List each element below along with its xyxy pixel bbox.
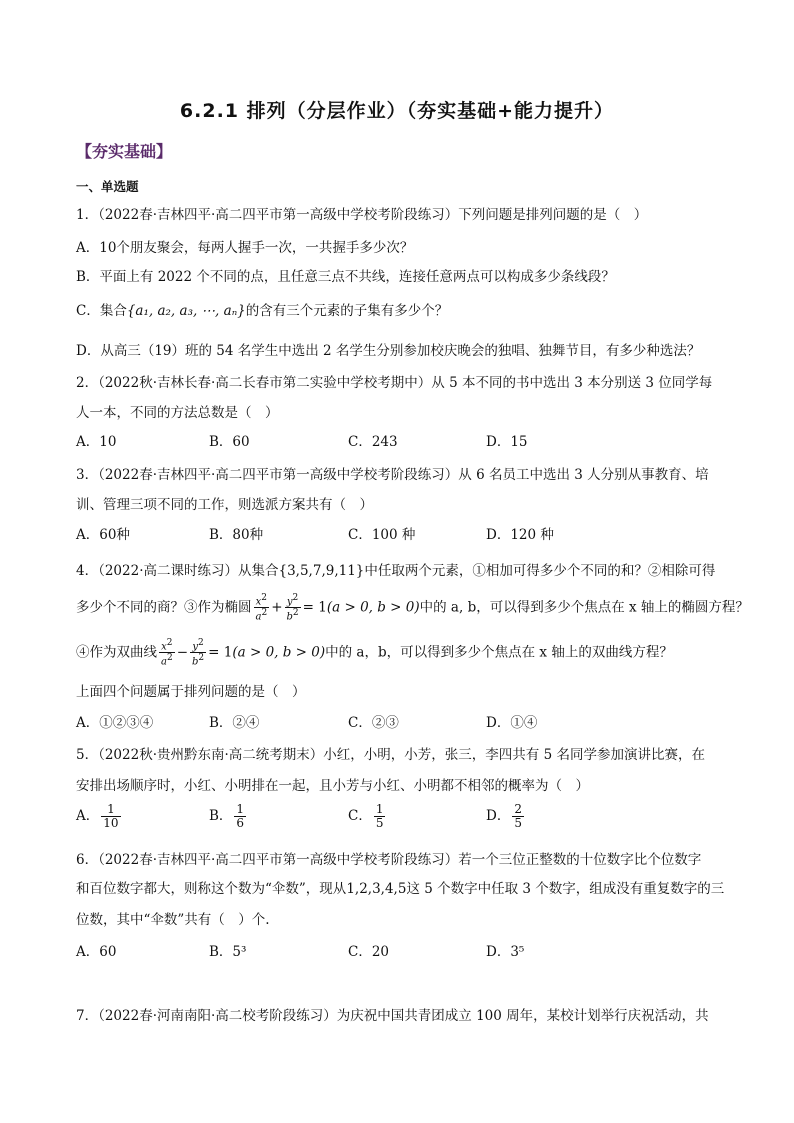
q2-option-b: B．60: [209, 434, 250, 450]
q6-stem-line2: [76, 877, 724, 897]
q5-c-label: C．: [348, 808, 372, 824]
q5-option-c: [348, 803, 387, 830]
section-heading: 一、单选题: [76, 179, 139, 194]
q5-c-fraction: $\frac{1}{5}$: [375, 802, 384, 830]
q5-option-d: [486, 803, 526, 830]
q2-stem-line2: 人一本，不同的方法总数是（ ）: [76, 405, 279, 421]
q2-option-c: C．243: [348, 434, 398, 450]
q5-stem-line1: 5．（2022秋·贵州黔东南·高二统考期末）小红，小明，小芳，张三，李四共有 5 名同学参加演讲比赛，在: [76, 747, 705, 763]
q5-b-fraction: $\frac{1}{6}$: [236, 802, 245, 830]
q4-option-a: A．①②③④: [76, 715, 154, 731]
hyperbola-condition: (a > 0, b > 0): [232, 644, 326, 661]
q5-option-b: [209, 803, 248, 830]
q6-line2-suffix: 这 5 个数字中任取 3 个数字，组成没有重复数字的三: [406, 881, 725, 897]
q3-stem-line2: 训、管理三项不同的工作，则选派方案共有（ ）: [76, 497, 373, 513]
q2-option-d: D．15: [486, 434, 528, 450]
q5-d-fraction: $\frac{2}{5}$: [514, 802, 522, 830]
q3-option-c: C．100 种: [348, 527, 416, 543]
q6-option-d: D．3⁵: [486, 944, 525, 960]
q1-c-suffix: 的含有三个元素的子集有多少个？: [245, 303, 449, 319]
q7-stem-line1: 7．（2022春·河南南阳·高二校考阶段练习）为庆祝中国共青团成立 100 周年，某校计划举行庆祝活动，共: [76, 1008, 709, 1024]
q1-option-a: A．10个朋友聚会，每两人握手一次，一共握手多少次？: [76, 240, 414, 256]
q4-line3-prefix: ④作为双曲线: [76, 644, 157, 661]
q4-option-d: D．①④: [486, 715, 538, 731]
q3-option-d: D．120 种: [486, 527, 554, 543]
q6-option-b: B．5³: [209, 944, 247, 960]
hyperbola-term-y: $\frac{y2}{b2}$: [192, 638, 205, 668]
ellipse-condition: (a > 0, b > 0): [326, 599, 420, 616]
q4-line3-suffix: 中的 a，b，可以得到多少个焦点在 x 轴上的双曲线方程？: [325, 644, 673, 661]
q4-line3: ④作为双曲线 $\frac{x2}{a2}$ − $\frac{y2}{b2}$ = 1(a > 0, b > 0)中的 a，b，可以得到多少个焦点在 x 轴上的双曲线方程？: [76, 638, 673, 668]
q4-line2-prefix: 多少个不同的商？③作为椭圆: [76, 599, 252, 616]
ellipse-term-x: $\frac{x2}{a2}$: [255, 593, 268, 623]
q4-option-c: C．②③: [348, 715, 399, 731]
q4-set: {3,5,7,9,11}: [278, 563, 365, 579]
q4-line1-prefix: 4．（2022·高二课时练习）从集合: [76, 563, 279, 579]
q6-stem-line3: 位数，其中“伞数”共有（ ）个.: [76, 912, 270, 928]
q4-option-b: B．②④: [209, 715, 260, 731]
q1-option-b: B．平面上有 2022 个不同的点，且任意三点不共线，连接任意两点可以构成多少条线段？: [76, 269, 615, 285]
ellipse-term-y: $\frac{y2}{b2}$: [286, 593, 299, 623]
q2-option-a: A．10: [76, 434, 117, 450]
q1-c-prefix: C．集合: [76, 303, 127, 319]
page-title: 6.2.1 排列（分层作业）（夯实基础+能力提升）: [179, 100, 615, 122]
q4-line1-suffix: 中任取两个元素，①相加可得多少个不同的和？②相除可得: [364, 563, 716, 579]
q6-stem-line1: 6．（2022春·吉林四平·高二四平市第一高级中学校考阶段练习）若一个三位正整数的十位数字比个位数字: [76, 852, 702, 868]
q6-digits: 1,2,3,4,5: [346, 881, 407, 897]
q5-b-label: B．: [209, 808, 233, 824]
q1-c-set: {a₁, a₂, a₃, ⋯, aₙ}: [126, 303, 246, 319]
q4-line2: 多少个不同的商？③作为椭圆 $\frac{x2}{a2}$ + $\frac{y2}{b2}$ = 1(a > 0, b > 0)中的 a, b，可以得到多少个焦点在 x 轴上的椭圆方程？: [76, 593, 749, 623]
q4-line2-suffix: 中的 a, b，可以得到多少个焦点在 x 轴上的椭圆方程？: [419, 599, 749, 616]
q4-line1: [76, 559, 715, 579]
q3-option-b: B．80种: [209, 527, 264, 543]
q1-option-d: D．从高三（19）班的 54 名学生中选出 2 名学生分别参加校庆晚会的独唱、独舞节目，有多少种选法？: [76, 343, 701, 359]
q2-stem-line1: 2．（2022秋·吉林长春·高二长春市第二实验中学校考期中）从 5 本不同的书中选出 3 本分别送 3 位同学每: [76, 375, 713, 391]
q6-option-a: A．60: [76, 944, 117, 960]
section-label: 【夯实基础】: [76, 142, 173, 161]
q3-option-a: A．60种: [76, 527, 130, 543]
q6-line2-prefix: 和百位数字都大，则称这个数为“伞数”，现从: [76, 881, 347, 897]
q5-option-a: [76, 803, 123, 830]
hyperbola-term-x: $\frac{x2}{a2}$: [161, 638, 173, 668]
q6-option-c: C．20: [348, 944, 390, 960]
q5-a-label: A．: [76, 808, 100, 824]
q1-stem: 1．（2022春·吉林四平·高二四平市第一高级中学校考阶段练习）下列问题是排列问题的是（ ）: [76, 207, 648, 223]
q3-stem-line1: 3．（2022春·吉林四平·高二四平市第一高级中学校考阶段练习）从 6 名员工中选出 3 人分别从事教育、培: [76, 467, 709, 483]
q5-a-fraction: $\frac{1}{10}$: [103, 802, 119, 830]
q4-line4: 上面四个问题属于排列问题的是（ ）: [76, 684, 306, 700]
q5-stem-line2: 安排出场顺序时，小红、小明排在一起，且小芳与小红、小明都不相邻的概率为（ ）: [76, 778, 589, 794]
q5-d-label: D．: [486, 808, 511, 824]
q1-option-c: [76, 299, 448, 319]
